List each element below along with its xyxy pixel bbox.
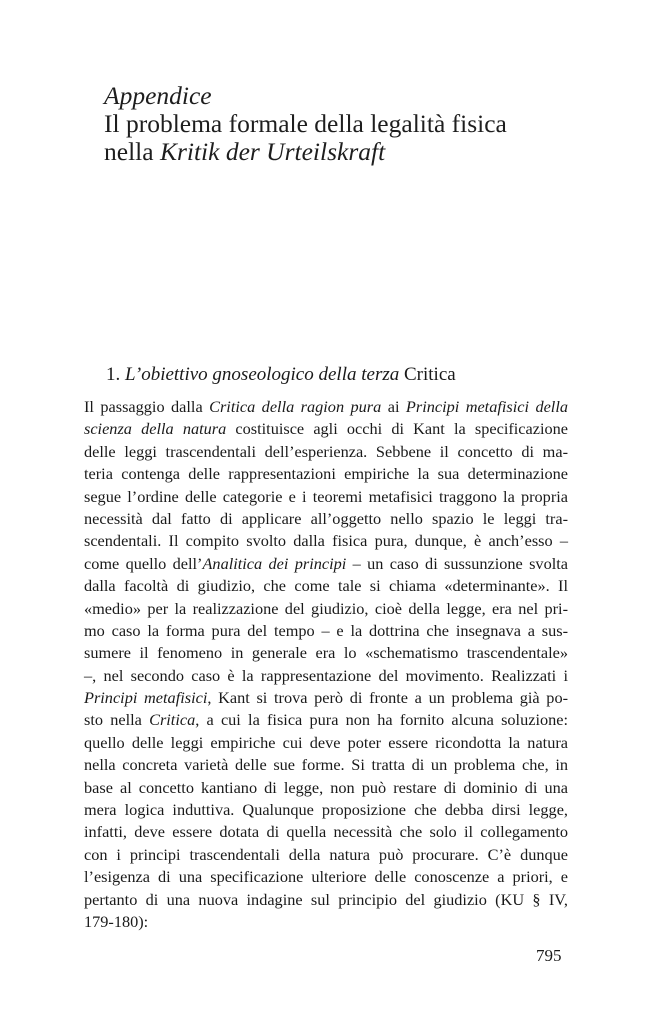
body-line xyxy=(84,777,568,799)
body-run: mera logica induttiva. Qualunque proposizione che debba dirsi legge, xyxy=(84,800,568,820)
body-run: infatti, deve essere dotata di quella necessità che solo il collegamento xyxy=(84,822,568,842)
body-line xyxy=(84,530,568,552)
body-run: –, nel secondo caso è la rappresentazione del movimento. Realizzati i xyxy=(84,665,568,685)
body-run: segue l’ordine delle categorie e i teoremi metafisici traggono la propria xyxy=(84,486,568,506)
section-title-roman: Critica xyxy=(403,364,456,385)
body-line xyxy=(84,687,568,709)
body-run-italic: Principi metafisici xyxy=(84,688,208,708)
body-line xyxy=(84,821,568,843)
body-run: «medio» per la realizzazione del giudizio, cioè della legge, era nel pri- xyxy=(84,598,568,618)
body-line xyxy=(84,709,568,731)
chapter-label: Appendice xyxy=(104,81,212,110)
body-line xyxy=(84,866,568,888)
body-run: come quello dell’ xyxy=(84,553,203,573)
body-run-italic: Analitica dei principi xyxy=(202,553,347,573)
body-line xyxy=(84,396,568,418)
body-run: ai xyxy=(381,397,406,416)
body-line xyxy=(84,844,568,866)
body-line xyxy=(84,486,568,508)
chapter-title-line-1: Il problema formale della legalità fisica xyxy=(104,109,507,138)
body-run: delle leggi trascendentali dell’esperienza. Sebbene il concetto di ma- xyxy=(84,441,568,461)
body-line xyxy=(84,799,568,821)
body-run: , Kant si trova però di fronte a un problema già po- xyxy=(207,688,569,708)
body-line xyxy=(84,620,568,642)
body-run: teria contenga delle rappresentazioni empiriche la sua determinazione xyxy=(84,464,568,484)
body-run-italic: Critica xyxy=(149,710,196,730)
body-line xyxy=(84,911,568,933)
body-run: l’esigenza di una specificazione ulteriore delle conoscenze a priori, e xyxy=(84,867,568,887)
body-run-italic: Principi metafisici della xyxy=(405,397,568,416)
body-line xyxy=(84,642,568,664)
body-run: , a cui la fisica pura non ha fornito alcuna soluzione: xyxy=(195,710,568,730)
body-run: sto nella xyxy=(84,710,150,730)
body-run: – un caso di sussunzione svolta xyxy=(346,553,568,573)
body-line xyxy=(84,598,568,620)
chapter-title-line-2: nella Kritik der Urteilskraft xyxy=(104,137,386,166)
section-title-italic: L’obiettivo gnoseologico della terza xyxy=(125,364,400,385)
body-run: 179-180): xyxy=(84,911,149,931)
body-run-italic: Critica della ragion pura xyxy=(209,397,382,416)
body-run: scendentali. Il compito svolto dalla fisica pura, dunque, è anch’esso – xyxy=(84,531,568,551)
body-line xyxy=(84,508,568,530)
body-line xyxy=(84,553,568,575)
body-run: costituisce agli occhi di Kant la specificazione xyxy=(226,419,569,439)
body-line xyxy=(84,418,568,440)
body-run: pertanto di una nuova indagine sul principio del giudizio (KU § IV, xyxy=(84,889,568,909)
body-line xyxy=(84,889,568,911)
body-run-italic: scienza della natura xyxy=(84,419,227,439)
body-run: base al concetto kantiano di legge, non può restare di dominio di una xyxy=(84,777,568,797)
body-run: quello delle leggi empiriche cui deve poter essere ricondotta la natura xyxy=(84,732,568,752)
body-line xyxy=(84,575,568,597)
body-run: dalla facoltà di giudizio, che come tale si chiama «determinante». Il xyxy=(84,576,568,596)
page-number: 795 xyxy=(536,946,562,965)
section-number: 1. xyxy=(106,364,121,385)
body-line xyxy=(84,441,568,463)
body-run: Il passaggio dalla xyxy=(84,397,210,416)
body-line xyxy=(84,665,568,687)
section-title xyxy=(106,363,456,387)
body-run: con i principi trascendentali della natura può procurare. C’è dunque xyxy=(84,844,568,864)
body-line xyxy=(84,754,568,776)
body-line xyxy=(84,732,568,754)
body-run: nella concreta varietà delle sue forme. Si tratta di un problema che, in xyxy=(84,755,568,775)
body-run: necessità dal fatto di applicare all’oggetto nello spazio le leggi tra- xyxy=(84,508,568,528)
body-run: mo caso la forma pura del tempo – e la dottrina che insegnava a sus- xyxy=(84,620,568,640)
body-line xyxy=(84,463,568,485)
body-run: sumere il fenomeno in generale era lo «schematismo trascendentale» xyxy=(84,643,568,663)
chapter-heading xyxy=(104,82,584,166)
body-paragraph xyxy=(84,396,568,933)
